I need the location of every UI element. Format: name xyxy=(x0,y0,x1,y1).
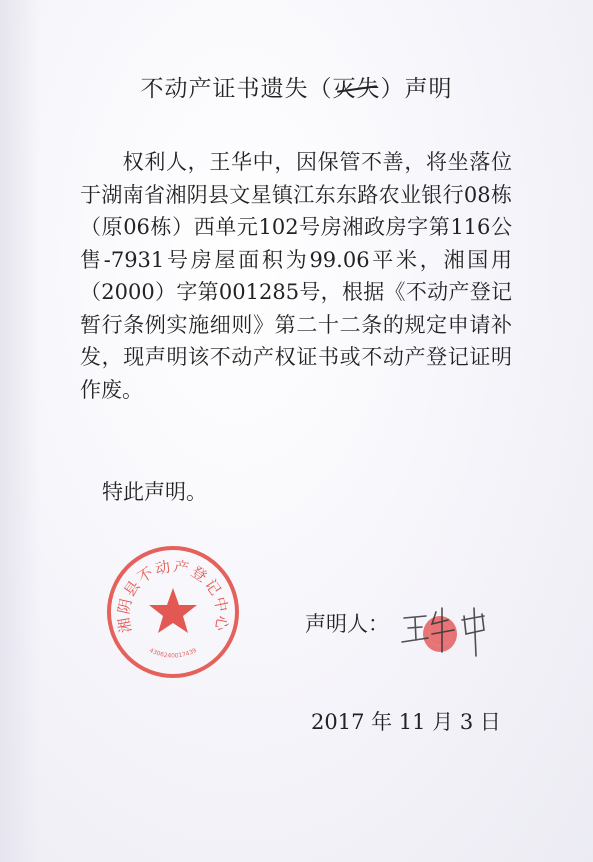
handwritten-signature xyxy=(392,590,502,670)
title-prefix: 不动产证书遗失（ xyxy=(140,76,333,102)
document-title xyxy=(0,70,593,103)
declarant-label: 声明人： xyxy=(305,612,389,636)
svg-text:4306240017439: 4306240017439 xyxy=(148,647,198,660)
star-icon xyxy=(149,588,197,633)
svg-text:湘阴县不动产登记中心: 湘阴县不动产登记中心 xyxy=(114,557,232,635)
paper-fold-shadow xyxy=(0,0,40,862)
official-seal xyxy=(103,542,243,682)
title-suffix: ）声明 xyxy=(380,76,453,102)
title-struck-text: 灭失 xyxy=(333,70,381,103)
document-date: 2017 年 11 月 3 日 xyxy=(311,710,501,734)
body-text: 权利人，王华中，因保管不善，将坐落位于湖南省湘阴县文星镇江东东路农业银行08栋（原06栋）西单元102号房湘政房字第116公售-7931号房屋面积为99.06平米，湘国用（2000）字第001285号，根据《不动产登记暂行条例实施细则》第二十二条的规定申请补发，现声明该不动产权证书或不动产登记证明作废。 xyxy=(80,150,512,402)
closing-statement: 特此声明。 xyxy=(102,480,207,504)
document-body xyxy=(80,146,512,406)
